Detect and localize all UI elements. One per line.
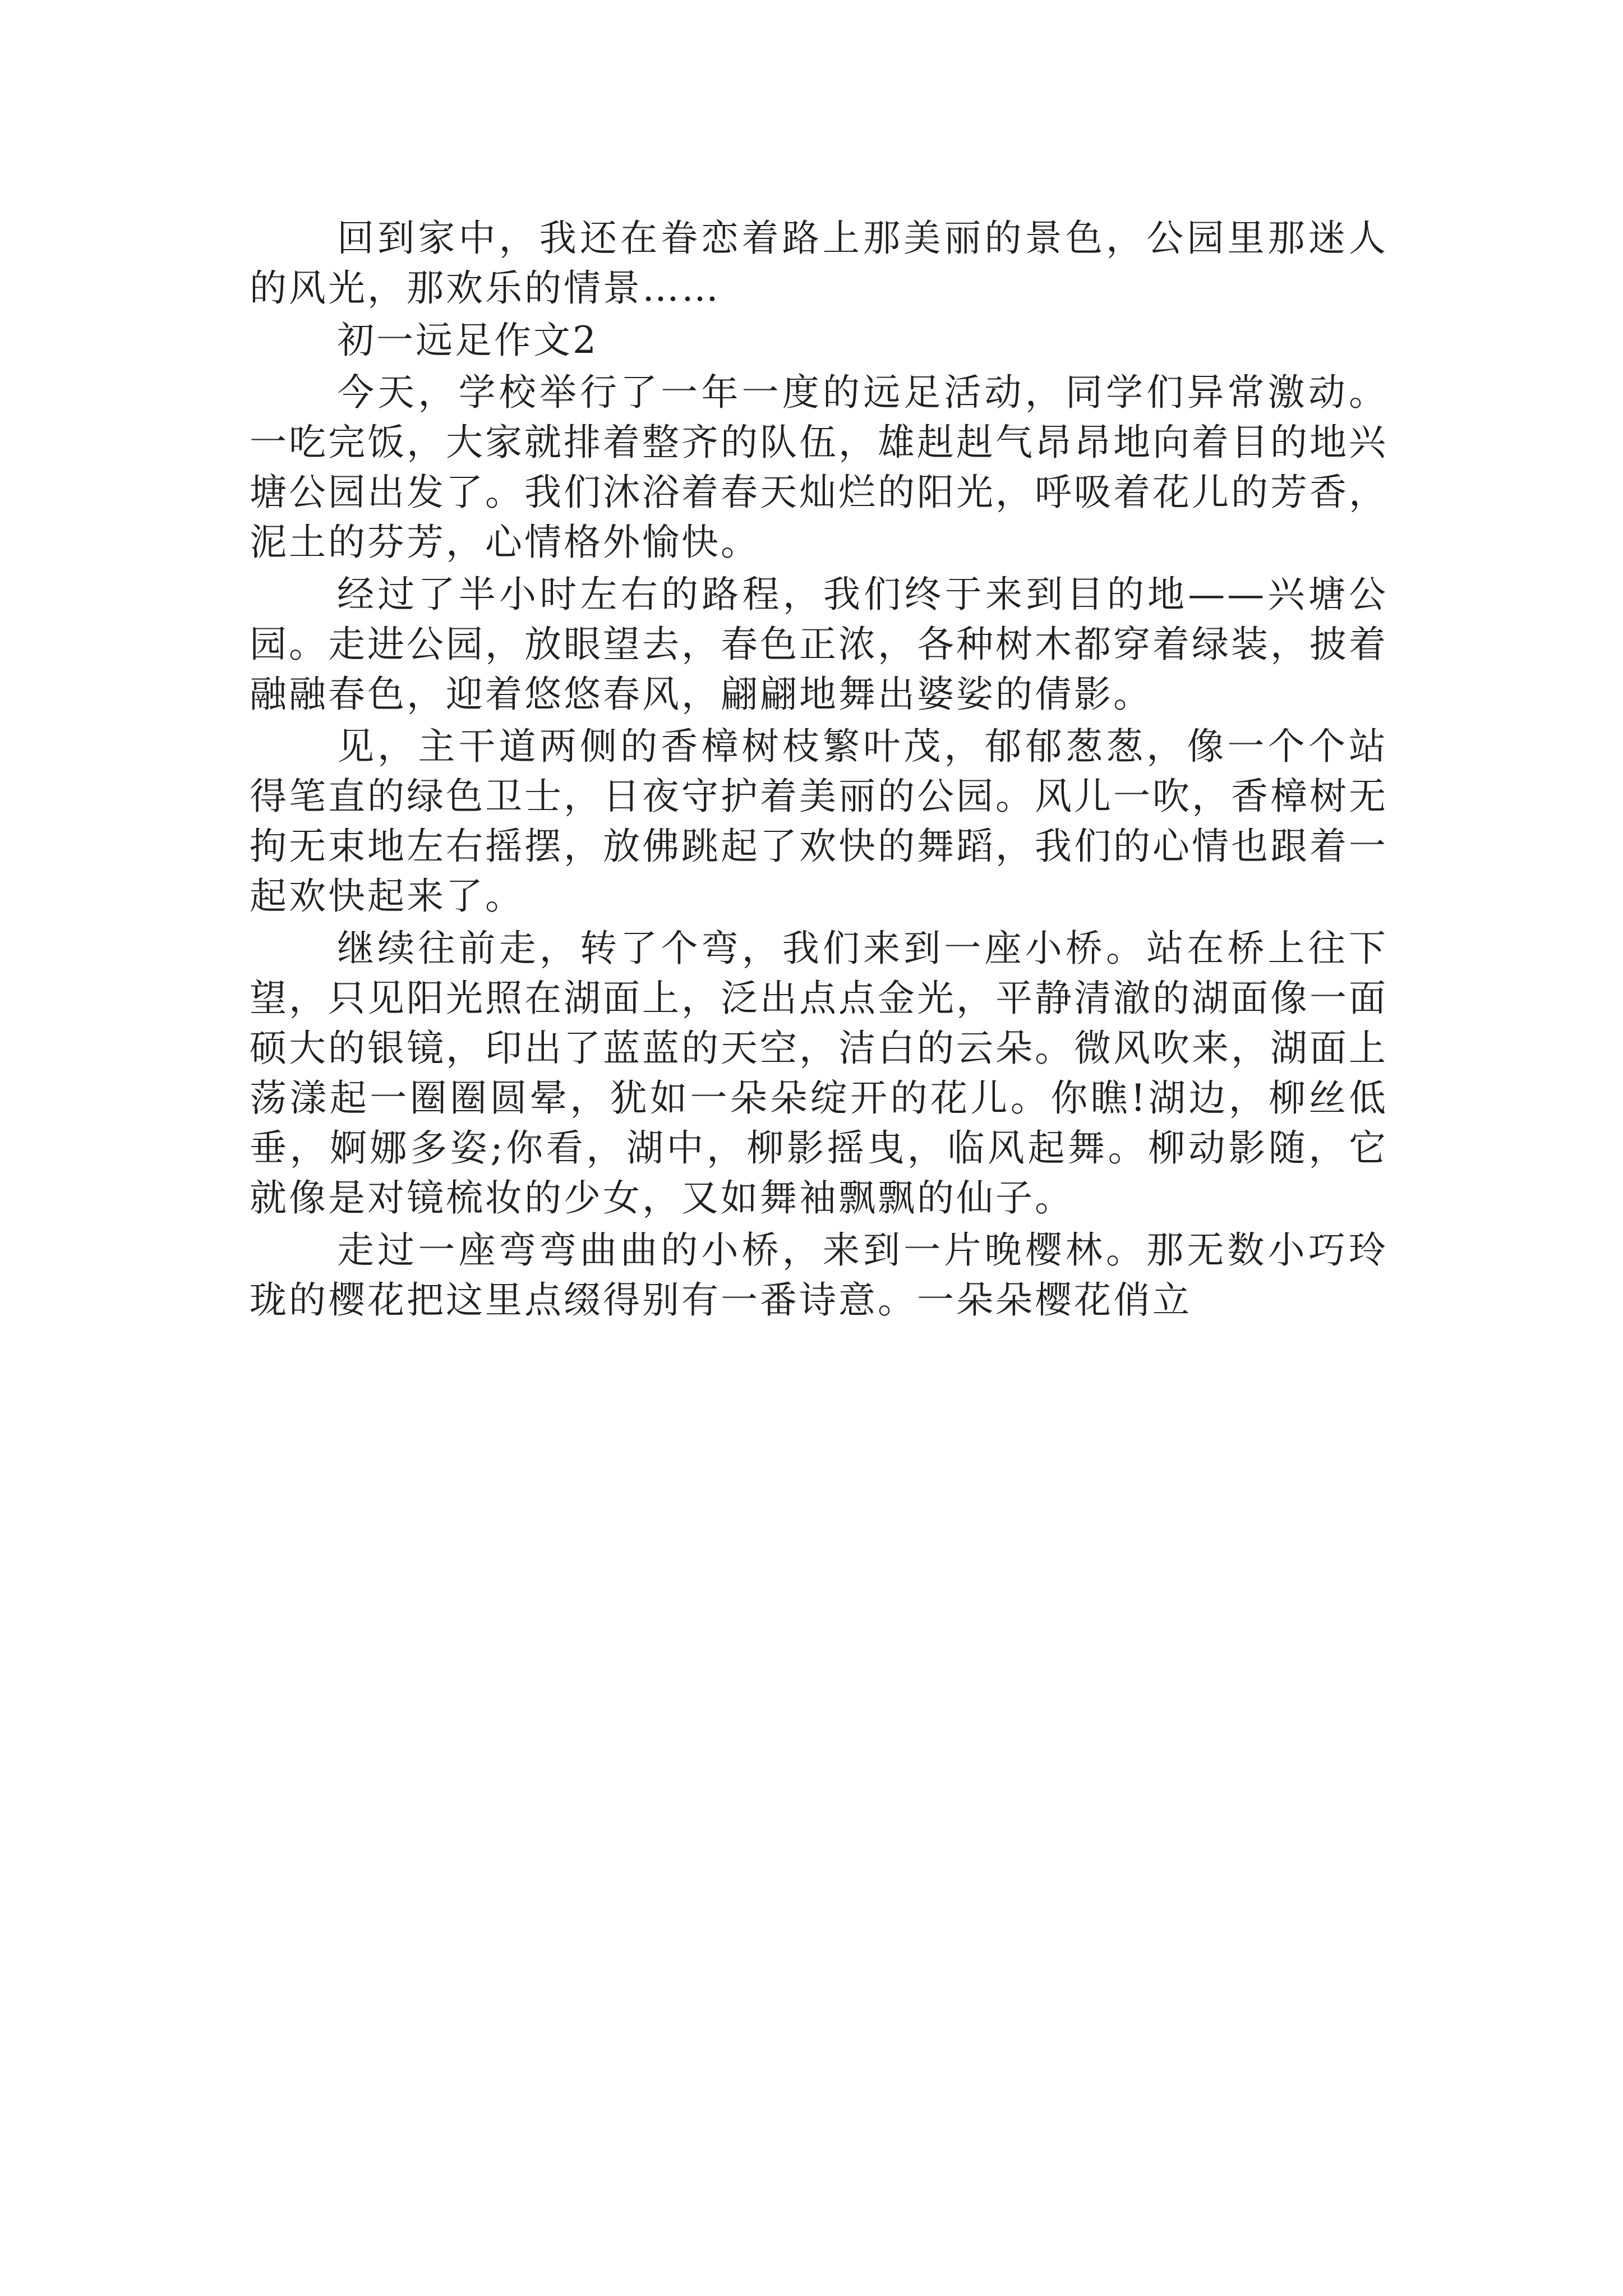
paragraph-cherry-blossoms: 走过一座弯弯曲曲的小桥，来到一片晚樱林。那无数小巧玲珑的樱花把这里点缀得别有一番诗意。一朵朵樱花俏立 [250,1228,1388,1322]
essay-title: 初一远足作文2 [337,319,598,362]
paragraph-ending: 回到家中，我还在眷恋着路上那美丽的景色，公园里那迷人的风光，那欢乐的情景…… [250,217,1388,310]
paragraph-camphor-trees: 见，主干道两侧的香樟树枝繁叶茂，郁郁葱葱，像一个个站得笔直的绿色卫士，日夜守护着美丽的公园。风儿一吹，香樟树无拘无束地左右摇摆，放佛跳起了欢快的舞蹈，我们的心情也跟着一起欢快起来了。 [250,725,1388,918]
document-body [250,213,1388,1325]
paragraph-lake-bridge: 继续往前走，转了个弯，我们来到一座小桥。站在桥上往下望，只见阳光照在湖面上，泛出点点金光，平静清澈的湖面像一面硕大的银镜，印出了蓝蓝的天空，洁白的云朵。微风吹来，湖面上荡漾起一圈圈圆晕，犹如一朵朵绽开的花儿。你瞧!湖边，柳丝低垂，婀娜多姿;你看，湖中，柳影摇曳，临风起舞。柳动影随，它就像是对镜梳妆的少女，又如舞袖飘飘的仙子。 [250,927,1388,1220]
paragraph-intro: 今天，学校举行了一年一度的远足活动，同学们异常激动。一吃完饭，大家就排着整齐的队伍，雄赳赳气昂昂地向着目的地兴塘公园出发了。我们沐浴着春天灿烂的阳光，呼吸着花儿的芳香，泥土的芬芳，心情格外愉快。 [250,371,1388,564]
paragraph-arrival: 经过了半小时左右的路程，我们终于来到目的地——兴塘公园。走进公园，放眼望去，春色正浓，各种树木都穿着绿装，披着融融春色，迎着悠悠春风，翩翩地舞出婆娑的倩影。 [250,573,1388,716]
